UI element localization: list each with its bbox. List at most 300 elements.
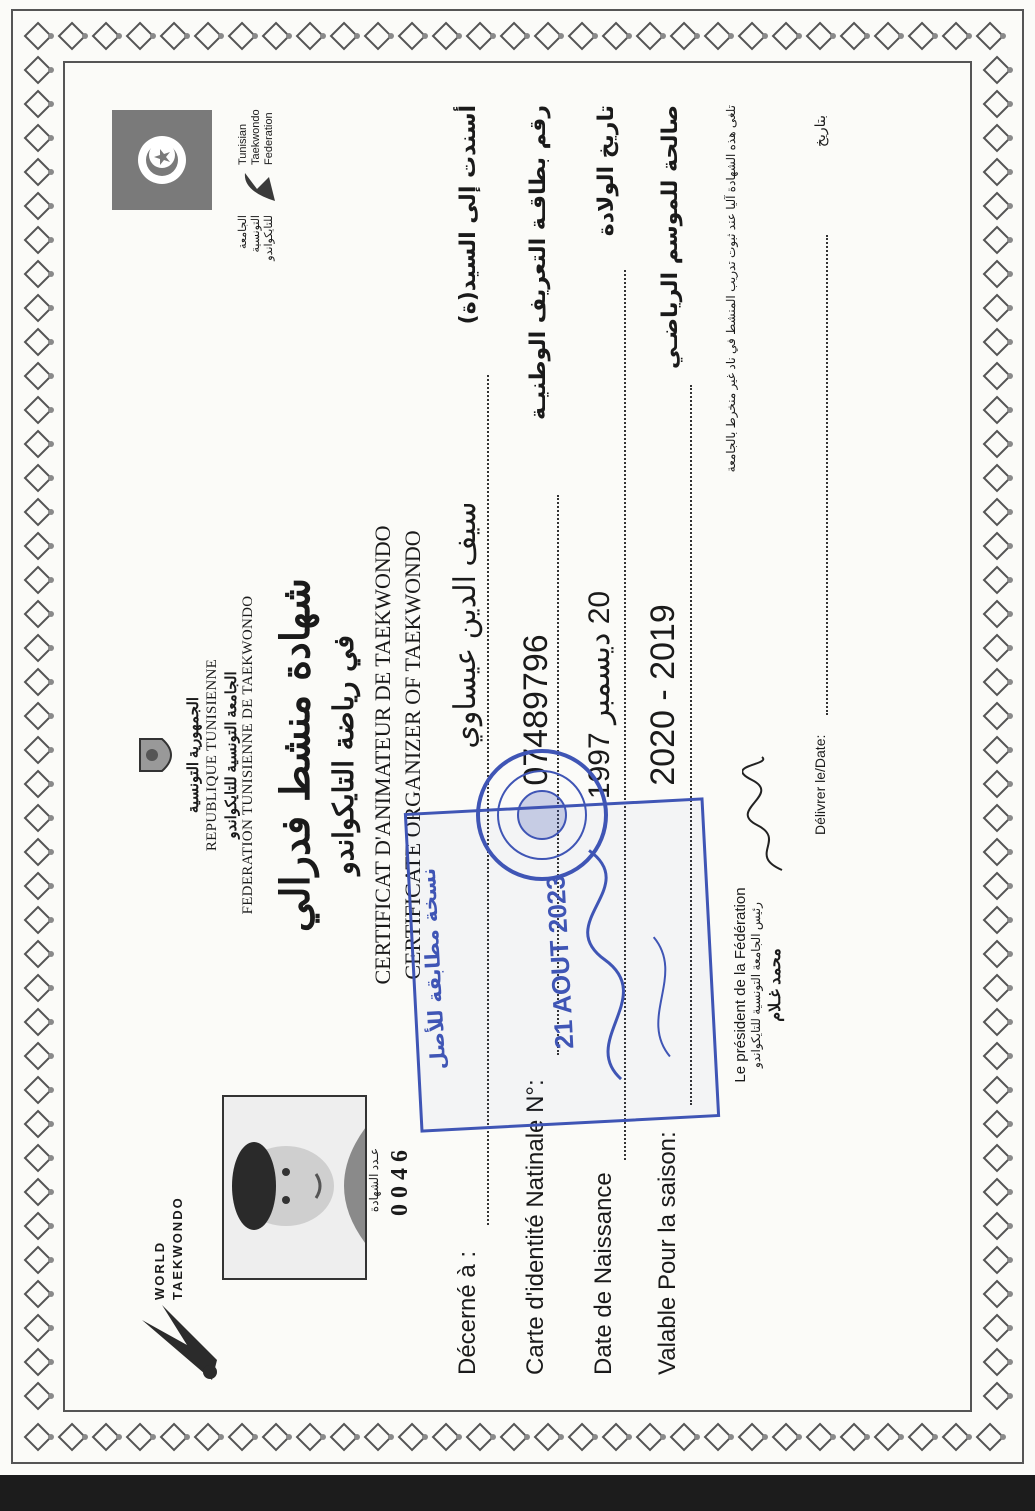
border-diamond [25,601,51,627]
border-dot [490,1434,496,1440]
border-dot [864,1434,870,1440]
border-dot [48,339,54,345]
certificate-number-label: عـدد الشهادة [367,1147,381,1213]
border-diamond [984,227,1010,253]
border-diamond [569,23,595,49]
border-diamond [59,23,85,49]
border-diamond [25,1213,51,1239]
border-dot [1007,237,1013,243]
border-dot [48,441,54,447]
coat-of-arms-icon [136,735,182,775]
border-diamond [25,261,51,287]
border-diamond [25,465,51,491]
border-dot [1007,1393,1013,1399]
border-dot [48,1019,54,1025]
awarded-to-label-ar: أسندت إلى السيد(ة) [456,105,481,325]
border-dot [48,577,54,583]
border-dot [422,33,428,39]
border-dot [796,1434,802,1440]
border-dot [1007,67,1013,73]
border-diamond [984,397,1010,423]
tunisian-flag [112,110,212,210]
border-diamond [263,1424,289,1450]
border-diamond [773,23,799,49]
title-ar-sub: في رياضة التايكواندو [327,635,360,875]
certificate-content [112,105,842,1395]
border-diamond [501,1424,527,1450]
border-diamond [25,1179,51,1205]
border-diamond [25,499,51,525]
border-diamond [984,873,1010,899]
border-dot [48,1189,54,1195]
border-diamond [331,1424,357,1450]
border-dot [558,33,564,39]
border-dot [1007,815,1013,821]
delivered-date-dotted-line [826,235,828,715]
certificate-number-block [367,1115,447,1245]
border-diamond [984,601,1010,627]
border-dot [1007,1155,1013,1161]
border-dot [1007,1223,1013,1229]
border-diamond [25,57,51,83]
border-dot [48,883,54,889]
border-dot [762,1434,768,1440]
border-dot [48,1393,54,1399]
border-dot [48,237,54,243]
border-diamond [263,23,289,49]
border-diamond [909,23,935,49]
border-dot [1007,339,1013,345]
border-dot [48,33,54,39]
border-diamond [399,1424,425,1450]
border-dot [48,1223,54,1229]
border-diamond [984,465,1010,491]
border-dot [660,1434,666,1440]
border-dot [694,33,700,39]
border-dot [1007,203,1013,209]
border-dot [456,33,462,39]
border-diamond [984,1179,1010,1205]
country-name-fr: REPUBLIQUE TUNISIENNE [204,658,220,852]
border-diamond [25,431,51,457]
border-diamond [984,91,1010,117]
border-diamond [25,1383,51,1409]
border-dot [1007,543,1013,549]
ttf-logo-ar-1: الجامعة [237,215,249,249]
header-block [142,545,262,965]
border-diamond [705,23,731,49]
border-diamond [25,1247,51,1273]
border-dot [48,509,54,515]
border-diamond [297,23,323,49]
border-diamond [25,533,51,559]
dob-value: 20 ديسمبر 1997 [583,590,616,800]
border-diamond [25,941,51,967]
border-dot [1007,1325,1013,1331]
border-dot [48,917,54,923]
border-dot [48,1155,54,1161]
ttf-logo-ar-2: التونسية [250,215,262,253]
border-dot [1007,1121,1013,1127]
border-dot [1007,135,1013,141]
border-diamond [984,805,1010,831]
border-dot [1007,1087,1013,1093]
border-dot [728,33,734,39]
delivered-date-label-ar: بتاريخ [812,115,828,148]
border-dot [1007,1053,1013,1059]
delivered-date-label-fr: Délivrer le/Date: [812,734,828,835]
federation-name-fr: FEDERATION TUNISIENNE DE TAEKWONDO [240,595,256,915]
border-dot [184,1434,190,1440]
border-diamond [25,975,51,1001]
border-dot [48,475,54,481]
border-diamond [984,567,1010,593]
border-dot [864,33,870,39]
border-diamond [365,23,391,49]
border-diamond [467,23,493,49]
stamp-date: 21 AOUT 2023 [540,874,580,1050]
border-dot [48,67,54,73]
border-diamond [93,1424,119,1450]
border-dot [354,1434,360,1440]
border-dot [558,1434,564,1440]
border-diamond [25,1315,51,1341]
border-dot [48,101,54,107]
border-dot [150,1434,156,1440]
border-diamond [943,1424,969,1450]
border-diamond [25,363,51,389]
border-diamond [841,23,867,49]
border-dot [48,373,54,379]
season-label-ar: صالحة للموسم الرياضـي [658,105,683,370]
border-diamond [984,1043,1010,1069]
official-round-seal-icon [472,745,612,885]
border-diamond [25,839,51,865]
border-diamond [467,1424,493,1450]
border-diamond [25,1077,51,1103]
wt-logo-line2: TAEKWONDO [170,1196,185,1300]
border-dot [1007,373,1013,379]
national-id-label-ar: رقم بطاقـة التعريف الوطنيـة [526,105,551,421]
border-dot [116,33,122,39]
border-dot [1007,101,1013,107]
border-dot [218,1434,224,1440]
border-dot [524,33,530,39]
holder-photo [222,1095,367,1280]
border-diamond [984,363,1010,389]
border-diamond [984,1281,1010,1307]
border-dot [762,33,768,39]
border-dot [48,713,54,719]
border-dot [932,33,938,39]
border-diamond [25,227,51,253]
border-diamond [127,1424,153,1450]
border-dot [694,1434,700,1440]
border-diamond [229,1424,255,1450]
border-dot [48,781,54,787]
border-diamond [984,1145,1010,1171]
certificate-number-value: 0046 [387,1144,413,1216]
border-diamond [984,1077,1010,1103]
border-diamond [875,1424,901,1450]
dob-label-ar: تاريخ الولادة [594,105,619,237]
title-ar-main: شهادة منشط فدرالي [272,578,319,932]
border-dot [1007,1189,1013,1195]
border-dot [1007,1359,1013,1365]
border-diamond [984,975,1010,1001]
president-title-fr: Le président de la Fédération [732,887,749,1083]
border-dot [592,1434,598,1440]
border-dot [1007,679,1013,685]
border-dot [1007,169,1013,175]
border-dot [320,1434,326,1440]
president-block [732,855,832,1115]
border-dot [830,1434,836,1440]
border-diamond [977,1424,1003,1450]
border-dot [48,849,54,855]
border-dot [218,33,224,39]
border-diamond [603,23,629,49]
border-diamond [984,1349,1010,1375]
border-dot [48,135,54,141]
bottom-bar [0,1475,1035,1511]
border-diamond [984,261,1010,287]
border-diamond [59,1424,85,1450]
border-diamond [501,23,527,49]
border-dot [48,407,54,413]
border-dot [1007,781,1013,787]
border-diamond [25,91,51,117]
border-dot [1007,883,1013,889]
border-diamond [229,23,255,49]
border-dot [626,1434,632,1440]
border-diamond [195,1424,221,1450]
president-title-ar: رئيس الجامعة التونسية للتايكواندو [749,902,763,1068]
border-diamond [943,23,969,49]
border-diamond [984,533,1010,559]
border-dot [48,747,54,753]
wt-logo-line1: WORLD [152,1240,167,1300]
border-dot [82,1434,88,1440]
border-diamond [433,1424,459,1450]
border-diamond [984,839,1010,865]
border-dot [48,951,54,957]
dob-label-fr: Date de Naissance [590,1172,617,1375]
ttf-logo-en-2: Taekwondo [250,109,262,165]
border-diamond [984,431,1010,457]
border-dot [932,1434,938,1440]
border-dot [1007,951,1013,957]
border-diamond [93,23,119,49]
border-diamond [984,907,1010,933]
border-dot [1007,1257,1013,1263]
border-diamond [984,1383,1010,1409]
border-dot [1007,509,1013,515]
border-diamond [984,329,1010,355]
border-dot [626,33,632,39]
border-dot [1007,1019,1013,1025]
border-dot [286,33,292,39]
ttf-kicker-icon [239,171,279,207]
border-dot [48,271,54,277]
border-dot [1007,1291,1013,1297]
border-diamond [739,23,765,49]
border-diamond [637,23,663,49]
border-dot [320,33,326,39]
ttf-logo [237,105,307,295]
border-dot [48,1087,54,1093]
border-diamond [637,1424,663,1450]
border-diamond [25,669,51,695]
border-diamond [807,1424,833,1450]
border-diamond [297,1424,323,1450]
stamp-title: نسخة مطابقة للأصل [415,867,451,1071]
world-taekwondo-emblem-icon [132,1300,222,1390]
border-diamond [984,771,1010,797]
border-dot [1007,849,1013,855]
national-id-label-fr: Carte d'identité Natinale N°: [522,1079,549,1375]
border-diamond [25,635,51,661]
border-dot [48,1291,54,1297]
border-dot [48,1325,54,1331]
border-dot [48,543,54,549]
border-diamond [433,23,459,49]
border-diamond [25,125,51,151]
border-dot [48,1257,54,1263]
border-dot [286,1434,292,1440]
border-dot [728,1434,734,1440]
border-dot [898,33,904,39]
border-dot [388,33,394,39]
border-diamond [984,1315,1010,1341]
national-id-value: 07489796 [517,634,555,786]
border-diamond [25,1043,51,1069]
border-dot [1007,713,1013,719]
border-dot [1007,577,1013,583]
season-label-fr: Valable Pour la saison: [654,1131,681,1375]
awarded-to-value: سيف الدين عيساوي [449,501,482,749]
border-diamond [984,159,1010,185]
president-signature-icon [742,755,792,875]
border-dot [48,679,54,685]
cancellation-note: تلغى هذه الشهادة آليا عند ثبوت تدريب المنشط في ناد غير منخرط بالجامعة [724,105,738,473]
border-diamond [25,193,51,219]
border-diamond [25,159,51,185]
border-dot [1007,611,1013,617]
border-diamond [984,635,1010,661]
border-diamond [535,1424,561,1450]
border-diamond [984,669,1010,695]
border-dot [354,33,360,39]
border-diamond [365,1424,391,1450]
border-dot [48,169,54,175]
border-dot [1007,747,1013,753]
border-diamond [25,737,51,763]
ttf-logo-en-3: Federation [263,112,275,165]
border-diamond [984,1111,1010,1137]
border-diamond [25,1424,51,1450]
ttf-logo-en-1: Tunisian [237,123,249,165]
border-diamond [603,1424,629,1450]
border-diamond [739,1424,765,1450]
border-dot [48,1053,54,1059]
border-dot [490,33,496,39]
border-dot [966,33,972,39]
border-diamond [773,1424,799,1450]
border-dot [48,203,54,209]
border-dot [48,1121,54,1127]
border-diamond [535,23,561,49]
border-dot [966,1434,972,1440]
border-diamond [984,193,1010,219]
border-diamond [25,1281,51,1307]
border-diamond [25,1111,51,1137]
border-diamond [984,295,1010,321]
border-dot [388,1434,394,1440]
border-dot [1007,475,1013,481]
border-diamond [25,23,51,49]
border-diamond [671,23,697,49]
border-dot [1000,1434,1006,1440]
border-diamond [25,329,51,355]
border-diamond [875,23,901,49]
border-dot [1000,33,1006,39]
border-diamond [399,23,425,49]
border-diamond [25,873,51,899]
border-dot [1007,305,1013,311]
border-diamond [984,57,1010,83]
border-diamond [705,1424,731,1450]
president-name: محمد غـلام [767,948,784,1022]
border-diamond [127,23,153,49]
border-dot [252,1434,258,1440]
flag-crescent-star-icon [112,110,212,210]
border-diamond [977,23,1003,49]
border-dot [48,611,54,617]
border-dot [1007,441,1013,447]
border-dot [48,645,54,651]
border-dot [1007,271,1013,277]
title-en: CERTIFICATE ORGANIZER OF TAEKWONDO [400,530,425,980]
border-dot [116,1434,122,1440]
border-dot [1007,985,1013,991]
border-diamond [25,771,51,797]
season-value: 2020 - 2019 [644,604,682,786]
border-dot [796,33,802,39]
border-diamond [25,703,51,729]
border-dot [456,1434,462,1440]
border-diamond [25,295,51,321]
border-diamond [25,1145,51,1171]
border-dot [252,33,258,39]
border-diamond [984,1009,1010,1035]
border-diamond [25,1349,51,1375]
border-dot [898,1434,904,1440]
border-diamond [569,1424,595,1450]
border-diamond [984,125,1010,151]
border-dot [1007,917,1013,923]
awarded-to-label-fr: Décerné à : [454,1250,481,1375]
border-diamond [671,1424,697,1450]
portrait-image [224,1095,367,1278]
border-diamond [161,1424,187,1450]
border-diamond [909,1424,935,1450]
border-diamond [161,23,187,49]
border-diamond [25,397,51,423]
border-diamond [807,23,833,49]
border-dot [184,33,190,39]
border-diamond [25,1009,51,1035]
